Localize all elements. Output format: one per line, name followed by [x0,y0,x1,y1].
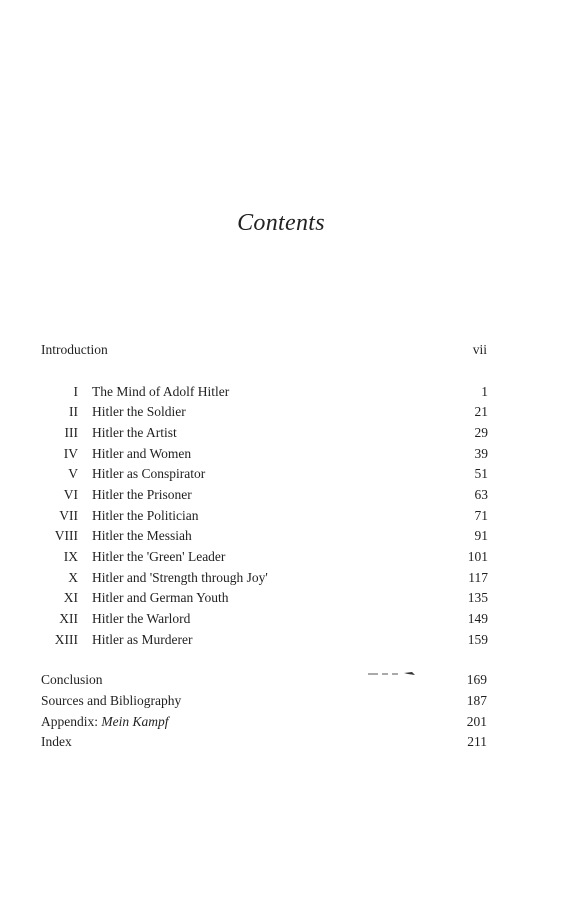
chapter-title: Hitler the Politician [92,508,199,523]
toc-entry-page: vii [472,342,487,357]
chapter-title: Hitler the Prisoner [92,487,192,502]
chapter-page: 39 [474,446,488,461]
chapter-number: VII [59,508,78,523]
chapter-page: 117 [468,570,488,585]
toc-entry-index [0,732,562,752]
toc-chapter [0,568,562,588]
chapter-number: IV [63,446,78,461]
chapter-number: I [73,384,78,399]
toc-chapter [0,526,562,546]
chapter-title: Hitler as Conspirator [92,466,206,481]
chapter-page: 135 [467,590,488,605]
toc-entry-title: Sources and Bibliography [41,693,182,708]
toc-chapter [0,402,562,422]
chapter-number: VI [63,487,78,502]
toc-chapter [0,382,562,402]
toc-entry-conclusion [0,670,562,690]
toc-entry-appendix [0,712,562,732]
chapter-page: 159 [467,632,488,647]
toc-entry-page: 201 [466,714,487,729]
chapter-number: III [64,425,78,440]
chapter-number: VIII [54,528,78,543]
chapter-page: 71 [474,508,488,523]
chapter-page: 91 [474,528,488,543]
toc-chapter [0,464,562,484]
chapter-page: 21 [474,404,488,419]
chapter-title: Hitler the 'Green' Leader [92,549,226,564]
chapter-page: 51 [474,466,488,481]
chapter-title: Hitler as Murderer [92,632,193,647]
chapter-title: Hitler and Women [92,446,192,461]
toc-entry-title: Conclusion [41,672,103,687]
chapter-title: Hitler the Warlord [92,611,191,626]
chapter-number: X [68,570,78,585]
chapter-title: Hitler and 'Strength through Joy' [92,570,268,585]
toc-chapter [0,630,562,650]
toc-chapter [0,506,562,526]
appendix-book-title: Mein Kampf [101,714,169,729]
chapter-number: XIII [54,632,78,647]
toc-chapter [0,485,562,505]
toc-entry-page: 187 [466,693,487,708]
chapter-title: Hitler and German Youth [92,590,229,605]
chapter-title: Hitler the Artist [92,425,177,440]
toc-entry-page: 169 [466,672,487,687]
chapter-number: XI [63,590,78,605]
toc-entry-introduction [0,340,562,360]
toc-entry-title: Index [41,734,72,749]
chapter-title: Hitler the Soldier [92,404,186,419]
chapter-page: 63 [474,487,488,502]
toc-entry-title: Introduction [41,342,108,357]
toc-chapter [0,444,562,464]
chapter-number: IX [63,549,78,564]
chapter-title: Hitler the Messiah [92,528,192,543]
page-title: Contents [237,210,325,236]
toc-entry-sources [0,691,562,711]
chapter-title: The Mind of Adolf Hitler [92,384,230,399]
toc-chapter [0,609,562,629]
chapter-number: II [69,404,78,419]
chapter-page: 1 [481,384,488,399]
toc-chapter [0,547,562,567]
chapter-page: 101 [467,549,488,564]
toc-chapter [0,588,562,608]
chapter-number: XII [59,611,78,626]
toc-chapter [0,423,562,443]
chapter-page: 29 [474,425,488,440]
toc-entry-title [41,712,169,732]
appendix-prefix: Appendix: [41,714,102,729]
chapter-page: 149 [467,611,488,626]
chapter-number: V [68,466,78,481]
toc-entry-page: 211 [467,734,487,749]
